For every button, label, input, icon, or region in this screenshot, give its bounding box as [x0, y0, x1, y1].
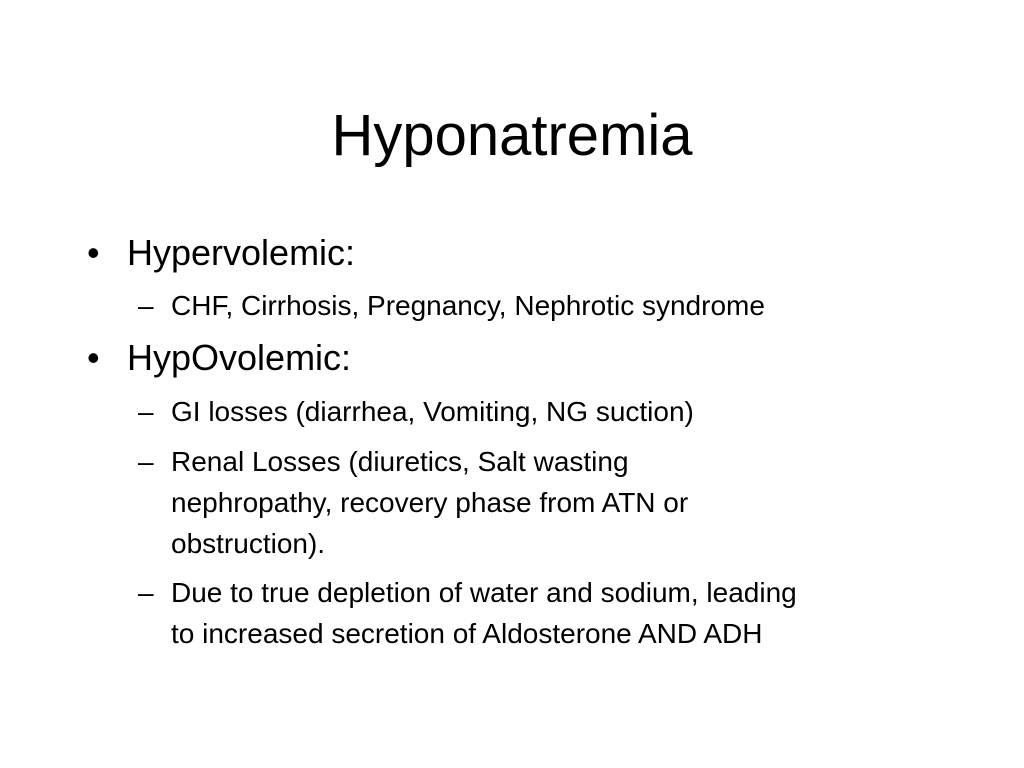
sub-bullet-marker: – [138, 446, 154, 477]
bullet-marker: • [87, 337, 100, 378]
bullet-label-hypervolemic: Hypervolemic: [127, 232, 356, 273]
bullet-label-hypovolemic: HypOvolemic: [127, 337, 352, 378]
sub-bullet-text: Renal Losses (diuretics, Salt wasting nephropathy, recovery phase from ATN or obstruction). [171, 446, 689, 559]
sub-bullet-marker: – [138, 577, 154, 608]
sub-bullet-marker: – [138, 396, 154, 427]
sub-bullet-text: Due to true depletion of water and sodium, leading to increased secretion of Aldosterone AND ADH [171, 577, 797, 649]
sub-bullet-text: CHF, Cirrhosis, Pregnancy, Nephrotic syndrome [171, 290, 765, 321]
bullet-marker: • [87, 232, 100, 273]
sub-bullet-marker: – [138, 290, 154, 321]
sub-bullet-text: GI losses (diarrhea, Vomiting, NG suction) [171, 396, 694, 427]
slide-title: Hyponatremia [331, 103, 693, 168]
